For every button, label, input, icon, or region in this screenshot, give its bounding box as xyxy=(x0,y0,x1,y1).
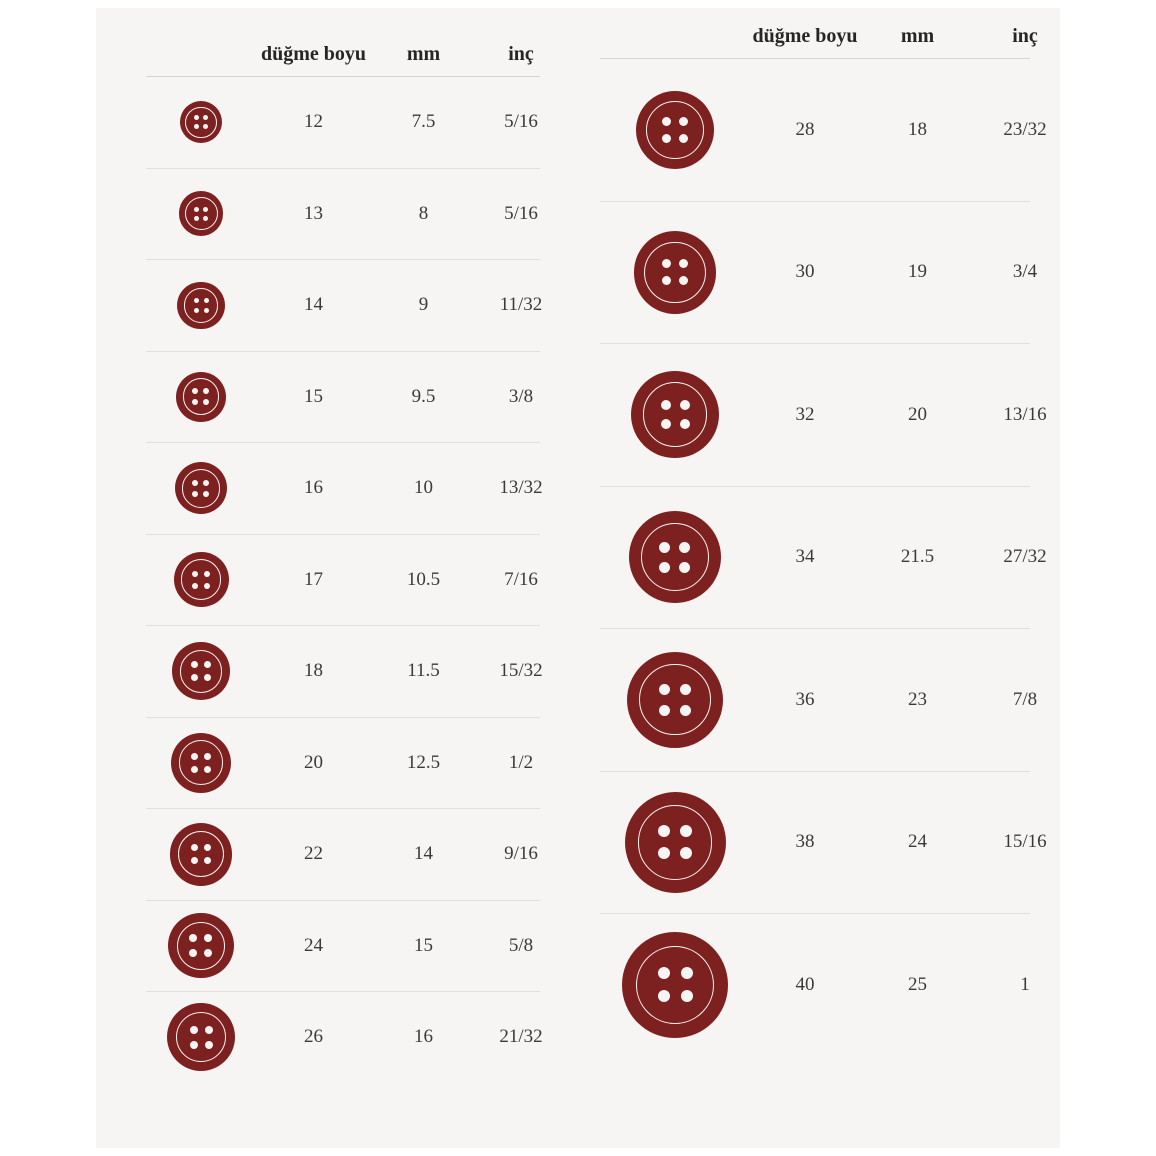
row-inch-value: 15/32 xyxy=(499,660,543,682)
row-icon-cell xyxy=(600,792,750,893)
button-icon xyxy=(179,191,224,236)
row-mm-value: 10.5 xyxy=(406,568,441,590)
button-holes xyxy=(661,400,690,429)
button-icon xyxy=(636,91,714,169)
row-size-value: 36 xyxy=(795,688,815,710)
table-row xyxy=(146,260,543,352)
row-mm-value: 14 xyxy=(414,843,433,865)
button-holes xyxy=(194,298,209,313)
right-table xyxy=(558,8,1060,1148)
row-mm-value: 10 xyxy=(414,477,433,499)
row-inch-value: 3/8 xyxy=(508,385,534,407)
button-icon xyxy=(634,231,717,314)
row-size-value: 32 xyxy=(795,403,815,425)
row-icon-cell xyxy=(146,462,256,514)
row-inch-value: 27/32 xyxy=(1003,546,1047,568)
button-icon xyxy=(172,642,230,700)
table-row xyxy=(600,914,1030,1056)
table-row xyxy=(600,344,1047,487)
row-icon-cell xyxy=(146,191,256,236)
row-size-value: 14 xyxy=(304,294,323,316)
row-size-value: 16 xyxy=(304,477,323,499)
row-icon-cell xyxy=(146,823,256,886)
row-icon-cell xyxy=(146,101,256,143)
table-row xyxy=(146,535,540,627)
row-inch-value: 1 xyxy=(1020,973,1030,995)
button-size-chart xyxy=(96,8,1060,1148)
row-mm-value: 7.5 xyxy=(411,111,436,133)
row-icon-cell xyxy=(600,932,750,1038)
row-inch-value: 5/16 xyxy=(504,202,538,224)
left-header-size: düğme boyu xyxy=(260,43,367,65)
row-icon-cell xyxy=(600,91,750,169)
button-holes xyxy=(662,259,688,285)
button-holes xyxy=(189,934,212,957)
row-icon-cell xyxy=(146,642,256,700)
row-icon-cell xyxy=(146,1003,256,1071)
table-row xyxy=(600,772,1047,915)
row-mm-value: 15 xyxy=(414,934,433,956)
row-mm-value: 11.5 xyxy=(407,660,440,682)
row-inch-value: 7/8 xyxy=(1012,688,1038,710)
row-icon-cell xyxy=(600,652,750,748)
row-size-value: 22 xyxy=(304,843,323,865)
row-icon-cell xyxy=(146,913,256,978)
button-holes xyxy=(191,661,211,681)
row-size-value: 12 xyxy=(304,111,323,133)
button-holes xyxy=(190,1026,213,1049)
row-icon-cell xyxy=(600,371,750,458)
row-icon-cell xyxy=(146,552,256,607)
row-inch-value: 1/2 xyxy=(508,751,534,773)
row-inch-value: 23/32 xyxy=(1003,118,1047,140)
row-inch-value: 13/32 xyxy=(499,477,543,499)
row-mm-value: 9.5 xyxy=(411,385,436,407)
row-inch-value: 5/16 xyxy=(504,111,538,133)
row-inch-value: 21/32 xyxy=(499,1026,543,1048)
button-icon xyxy=(174,552,229,607)
button-icon xyxy=(180,101,222,143)
row-inch-value: 7/16 xyxy=(504,568,538,590)
row-icon-cell xyxy=(600,511,750,603)
row-size-value: 13 xyxy=(304,202,323,224)
row-mm-value: 9 xyxy=(418,294,429,316)
row-icon-cell xyxy=(146,282,256,329)
button-holes xyxy=(658,825,692,859)
left-table xyxy=(96,8,558,1148)
row-icon-cell xyxy=(600,231,750,314)
button-holes xyxy=(659,684,691,716)
right-table-body xyxy=(600,59,1047,1056)
right-header-size: düğme boyu xyxy=(752,25,858,47)
table-row xyxy=(600,59,1047,202)
row-size-value: 30 xyxy=(795,261,815,283)
row-size-value: 40 xyxy=(795,973,815,995)
row-icon-cell xyxy=(146,372,256,422)
button-icon xyxy=(171,733,231,793)
row-inch-value: 5/8 xyxy=(508,934,534,956)
row-size-value: 28 xyxy=(795,118,815,140)
left-table-header-row xyxy=(146,26,540,77)
row-mm-value: 24 xyxy=(908,831,927,853)
table-row xyxy=(146,77,540,169)
row-inch-value: 9/16 xyxy=(504,843,538,865)
row-mm-value: 21.5 xyxy=(900,546,935,568)
button-icon xyxy=(622,932,728,1038)
button-icon xyxy=(629,511,721,603)
row-mm-value: 20 xyxy=(908,403,927,425)
button-icon xyxy=(167,1003,235,1071)
row-size-value: 15 xyxy=(304,385,323,407)
row-mm-value: 8 xyxy=(418,202,429,224)
button-holes xyxy=(194,207,208,221)
left-header-mm: mm xyxy=(406,43,441,65)
table-row xyxy=(146,809,540,901)
button-holes xyxy=(191,753,211,773)
table-row xyxy=(600,629,1038,772)
row-size-value: 26 xyxy=(304,1026,323,1048)
button-icon xyxy=(170,823,233,886)
row-inch-value: 15/16 xyxy=(1003,831,1047,853)
button-holes xyxy=(192,571,210,589)
table-row xyxy=(146,352,540,444)
button-holes xyxy=(662,117,688,143)
row-size-value: 24 xyxy=(304,934,323,956)
right-table-header-row xyxy=(600,25,1038,59)
row-mm-value: 18 xyxy=(908,118,927,140)
row-size-value: 18 xyxy=(304,660,323,682)
right-header-inch: inç xyxy=(1012,25,1038,47)
row-size-value: 38 xyxy=(795,831,815,853)
row-inch-value: 3/4 xyxy=(1012,261,1038,283)
button-icon xyxy=(175,462,227,514)
row-inch-value: 13/16 xyxy=(1003,403,1047,425)
button-holes xyxy=(192,388,209,405)
button-holes xyxy=(194,115,208,129)
row-mm-value: 16 xyxy=(414,1026,433,1048)
button-icon xyxy=(176,372,226,422)
table-row xyxy=(146,443,543,535)
row-inch-value: 11/32 xyxy=(499,294,543,316)
button-icon xyxy=(625,792,726,893)
row-mm-value: 12.5 xyxy=(406,751,441,773)
table-row xyxy=(600,487,1047,630)
row-icon-cell xyxy=(146,733,256,793)
button-icon xyxy=(627,652,723,748)
row-size-value: 34 xyxy=(795,546,815,568)
right-header-mm: mm xyxy=(900,25,935,47)
table-row xyxy=(146,626,543,718)
left-header-inch: inç xyxy=(508,43,534,65)
row-size-value: 20 xyxy=(304,751,323,773)
row-mm-value: 23 xyxy=(908,688,927,710)
table-row xyxy=(146,901,540,993)
row-mm-value: 25 xyxy=(908,973,927,995)
row-mm-value: 19 xyxy=(908,261,927,283)
button-holes xyxy=(192,480,209,497)
button-holes xyxy=(191,844,211,864)
button-holes xyxy=(659,542,690,573)
table-row xyxy=(146,718,540,810)
button-icon xyxy=(168,913,233,978)
left-table-body xyxy=(146,77,543,1083)
table-row xyxy=(146,992,543,1083)
button-icon xyxy=(177,282,224,329)
row-size-value: 17 xyxy=(304,568,323,590)
table-row xyxy=(146,169,540,261)
table-row xyxy=(600,202,1038,345)
button-holes xyxy=(658,967,693,1002)
button-icon xyxy=(631,371,718,458)
